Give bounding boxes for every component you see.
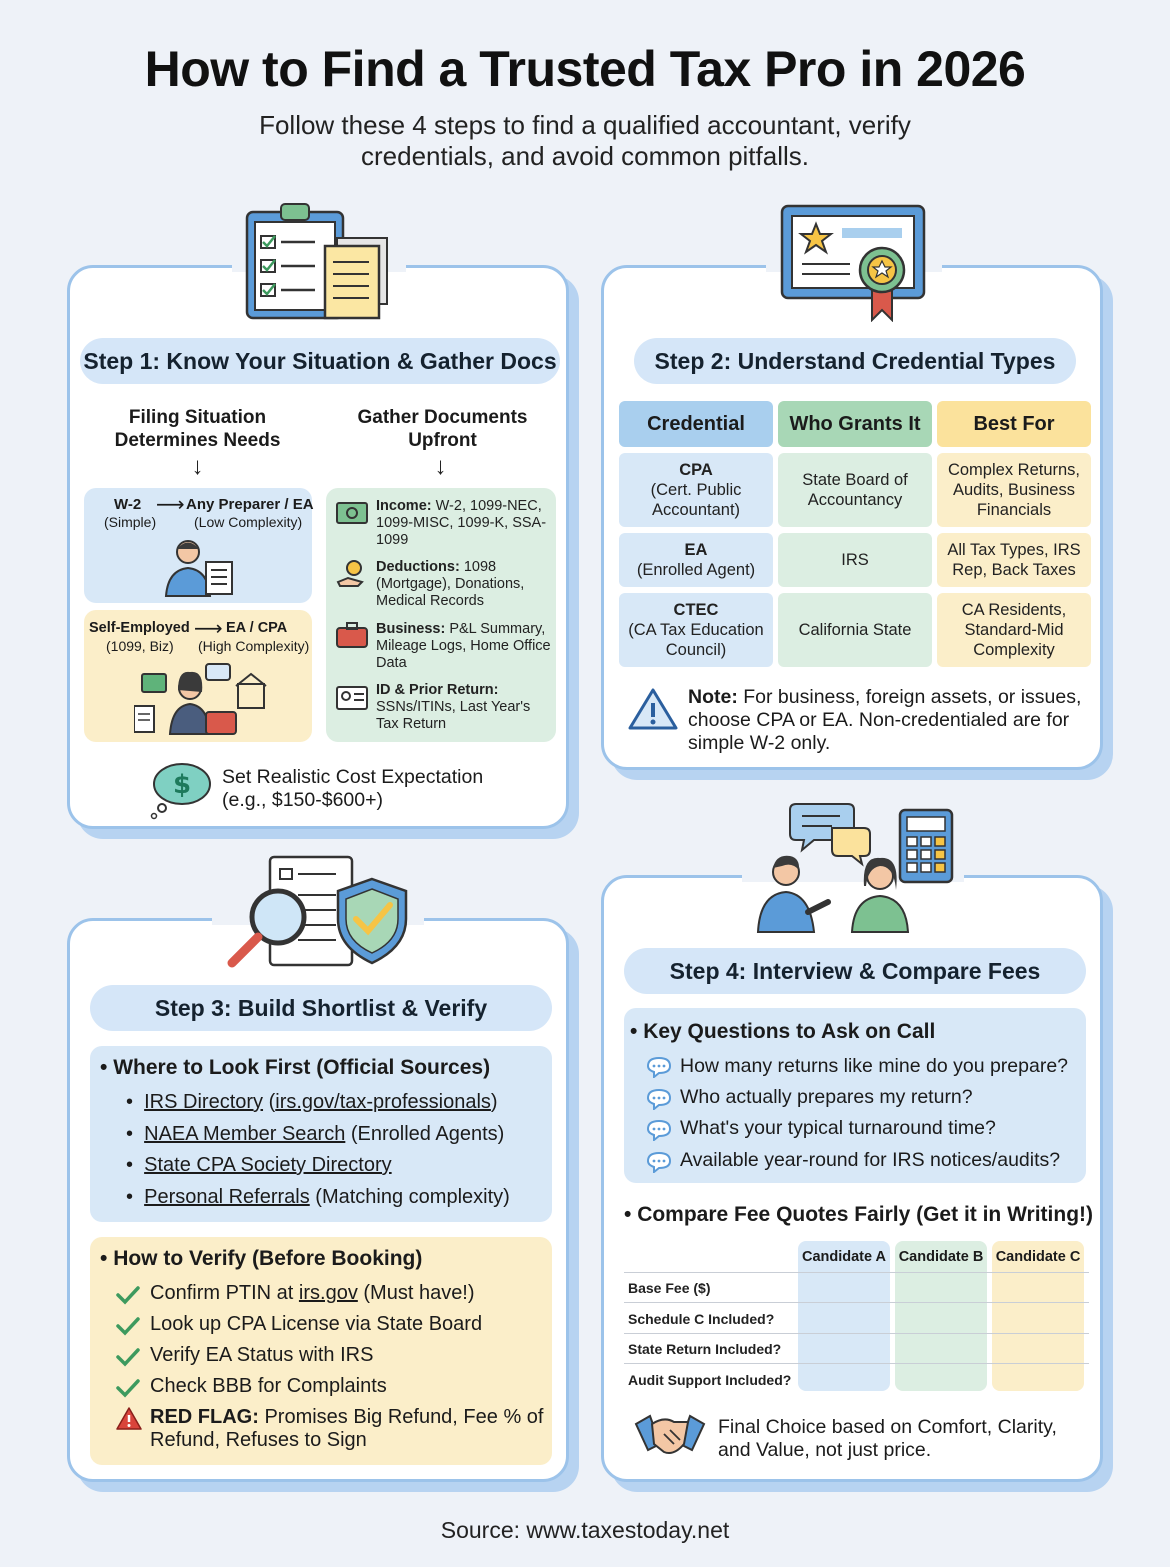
certificate-icon bbox=[780, 204, 930, 322]
grants-ctec: California State bbox=[778, 593, 932, 667]
candidate-b-header: Candidate B bbox=[898, 1249, 984, 1265]
table-header-who-grants: Who Grants It bbox=[778, 401, 932, 447]
verify-ea-status: Verify EA Status with IRS bbox=[150, 1344, 374, 1366]
step3-title: Step 3: Build Shortlist & Verify bbox=[90, 985, 552, 1031]
source-naea: • NAEA Member Search (Enrolled Agents) bbox=[126, 1123, 505, 1145]
se-target: EA / CPA bbox=[226, 620, 288, 636]
clipboard-checklist-icon bbox=[245, 200, 393, 322]
checkmark-icon bbox=[116, 1378, 140, 1398]
self-employed-situation-box bbox=[84, 610, 312, 742]
warning-icon bbox=[628, 688, 678, 730]
se-label: Self-Employed bbox=[89, 620, 190, 636]
w2-sub: (Simple) bbox=[104, 514, 157, 530]
step4-title: Step 4: Interview & Compare Fees bbox=[624, 948, 1086, 994]
source-credit: Source: www.taxestoday.net bbox=[440, 1517, 730, 1543]
best-cpa: Complex Returns, Audits, Business Financials bbox=[937, 453, 1091, 527]
candidate-a-header: Candidate A bbox=[801, 1249, 887, 1265]
doc-income: Income: W-2, 1099-NEC, 1099-MISC, 1099-K, SSA-1099 bbox=[376, 498, 547, 548]
svg-text:$: $ bbox=[172, 770, 192, 800]
step1-card bbox=[67, 265, 569, 829]
step2-card bbox=[601, 265, 1103, 770]
credential-note: Note: For business, foreign assets, or issues, choose CPA or EA. Non-credentialed are for simple W-2 only. bbox=[688, 686, 1082, 754]
w2-situation-box bbox=[84, 488, 312, 603]
table-header-credential: Credential bbox=[619, 401, 773, 447]
red-flag-text: RED FLAG: Promises Big Refund, Fee % of Refund, Refuses to Sign bbox=[150, 1406, 544, 1451]
briefcase-icon bbox=[336, 622, 368, 648]
question-3: What's your typical turnaround time? bbox=[680, 1117, 996, 1139]
speech-bubble-icon bbox=[646, 1151, 672, 1173]
key-questions-box bbox=[624, 1008, 1086, 1183]
fee-divider bbox=[624, 1363, 1089, 1364]
irs-directory-link[interactable]: IRS Directory bbox=[144, 1091, 264, 1113]
step3-card bbox=[67, 918, 569, 1482]
fee-row-base: Base Fee ($) bbox=[628, 1280, 711, 1296]
credential-cpa: CPA (Cert. Public Accountant) bbox=[619, 453, 773, 527]
candidate-c-header: Candidate C bbox=[995, 1249, 1081, 1265]
checkmark-icon bbox=[116, 1285, 140, 1305]
hand-coin-icon bbox=[336, 560, 368, 588]
table-header-best-for: Best For bbox=[937, 401, 1091, 447]
grants-cpa: State Board of Accountancy bbox=[778, 453, 932, 527]
doc-deductions: Deductions: 1098 (Mortgage), Donations, Medical Records bbox=[376, 559, 525, 609]
verify-cpa-license: Look up CPA License via State Board bbox=[150, 1313, 483, 1335]
best-ea: All Tax Types, IRS Rep, Back Taxes bbox=[937, 533, 1091, 587]
gather-documents-heading: Gather Documents Upfront bbox=[357, 407, 528, 451]
person-document-icon bbox=[162, 536, 238, 598]
arrow-right-icon: ⟶ bbox=[194, 618, 223, 640]
official-sources-title: • Where to Look First (Official Sources) bbox=[100, 1056, 491, 1079]
credential-ea: EA (Enrolled Agent) bbox=[619, 533, 773, 587]
w2-label: W-2 bbox=[114, 496, 142, 513]
se-target-sub: (High Complexity) bbox=[198, 638, 310, 654]
se-sub: (1099, Biz) bbox=[106, 638, 174, 654]
w2-target: Any Preparer / EA bbox=[186, 496, 314, 513]
fee-divider bbox=[624, 1333, 1089, 1334]
dollar-thought-bubble-icon bbox=[148, 760, 214, 820]
key-questions-title: • Key Questions to Ask on Call bbox=[630, 1020, 936, 1043]
state-cpa-society-link[interactable]: State CPA Society Directory bbox=[144, 1154, 392, 1176]
fee-row-schedule-c: Schedule C Included? bbox=[628, 1311, 775, 1327]
checkmark-icon bbox=[116, 1316, 140, 1336]
business-owner-icon bbox=[134, 662, 268, 736]
question-1: How many returns like mine do you prepare? bbox=[680, 1055, 1069, 1077]
question-4: Available year-round for IRS notices/audits? bbox=[680, 1149, 1061, 1171]
speech-bubble-icon bbox=[646, 1056, 672, 1078]
fee-row-state-return: State Return Included? bbox=[628, 1341, 782, 1357]
verify-title: • How to Verify (Before Booking) bbox=[100, 1247, 423, 1270]
verify-box bbox=[90, 1237, 552, 1465]
arrow-right-icon: ⟶ bbox=[156, 494, 185, 516]
red-flag-warning-icon bbox=[116, 1407, 142, 1430]
step4-card bbox=[601, 875, 1103, 1482]
doc-business: Business: P&L Summary, Mileage Logs, Home Office Data bbox=[376, 621, 551, 671]
irs-tax-professionals-link[interactable]: irs.gov/tax-professionals bbox=[275, 1091, 491, 1113]
source-referrals: • Personal Referrals (Matching complexity) bbox=[126, 1186, 510, 1208]
handshake-icon bbox=[634, 1410, 706, 1464]
speech-bubble-icon bbox=[646, 1119, 672, 1141]
w2-target-sub: (Low Complexity) bbox=[194, 514, 303, 530]
magnifier-shield-icon bbox=[226, 855, 410, 971]
best-ctec: CA Residents, Standard-Mid Complexity bbox=[937, 593, 1091, 667]
verify-ptin: Confirm PTIN at irs.gov (Must have!) bbox=[150, 1282, 475, 1304]
question-2: Who actually prepares my return? bbox=[680, 1086, 973, 1108]
compare-fees-title: • Compare Fee Quotes Fairly (Get it in Writing!) bbox=[624, 1203, 1094, 1226]
source-irs-directory: • IRS Directory (irs.gov/tax-professionals) bbox=[126, 1091, 498, 1113]
step2-title: Step 2: Understand Credential Types bbox=[634, 338, 1076, 384]
step1-title: Step 1: Know Your Situation & Gather Docs bbox=[80, 338, 560, 384]
fee-divider bbox=[624, 1272, 1089, 1273]
arrow-down-icon: ↓ bbox=[434, 453, 447, 480]
filing-situation-heading: Filing Situation Determines Needs bbox=[114, 407, 281, 451]
final-choice-text: Final Choice based on Comfort, Clarity, and Value, not just price. bbox=[718, 1416, 1057, 1461]
checkmark-icon bbox=[116, 1347, 140, 1367]
fee-row-audit-support: Audit Support Included? bbox=[628, 1372, 792, 1388]
fee-divider bbox=[624, 1302, 1089, 1303]
money-icon bbox=[336, 502, 368, 524]
grants-ea: IRS bbox=[778, 533, 932, 587]
verify-bbb: Check BBB for Complaints bbox=[150, 1375, 387, 1397]
naea-member-search-link[interactable]: NAEA Member Search bbox=[144, 1123, 346, 1145]
source-state-cpa: • State CPA Society Directory bbox=[126, 1154, 392, 1176]
interview-people-icon bbox=[752, 800, 958, 934]
speech-bubble-icon bbox=[646, 1088, 672, 1110]
irs-gov-link[interactable]: irs.gov bbox=[298, 1282, 358, 1304]
arrow-down-icon: ↓ bbox=[191, 453, 204, 480]
credential-ctec: CTEC (CA Tax Education Council) bbox=[619, 593, 773, 667]
page-title: How to Find a Trusted Tax Pro in 2026 bbox=[144, 41, 1026, 97]
page-subtitle: Follow these 4 steps to find a qualified accountant, verify credentials, and avoid common pitfalls. bbox=[259, 110, 911, 171]
personal-referrals-link[interactable]: Personal Referrals bbox=[144, 1186, 310, 1208]
id-card-icon bbox=[336, 686, 368, 710]
doc-id-prior-return: ID & Prior Return: SSNs/ITINs, Last Year's Tax Return bbox=[376, 682, 531, 732]
documents-box bbox=[326, 488, 556, 742]
cost-expectation: Set Realistic Cost Expectation (e.g., $150-$600+) bbox=[222, 766, 484, 811]
official-sources-box bbox=[90, 1046, 552, 1222]
